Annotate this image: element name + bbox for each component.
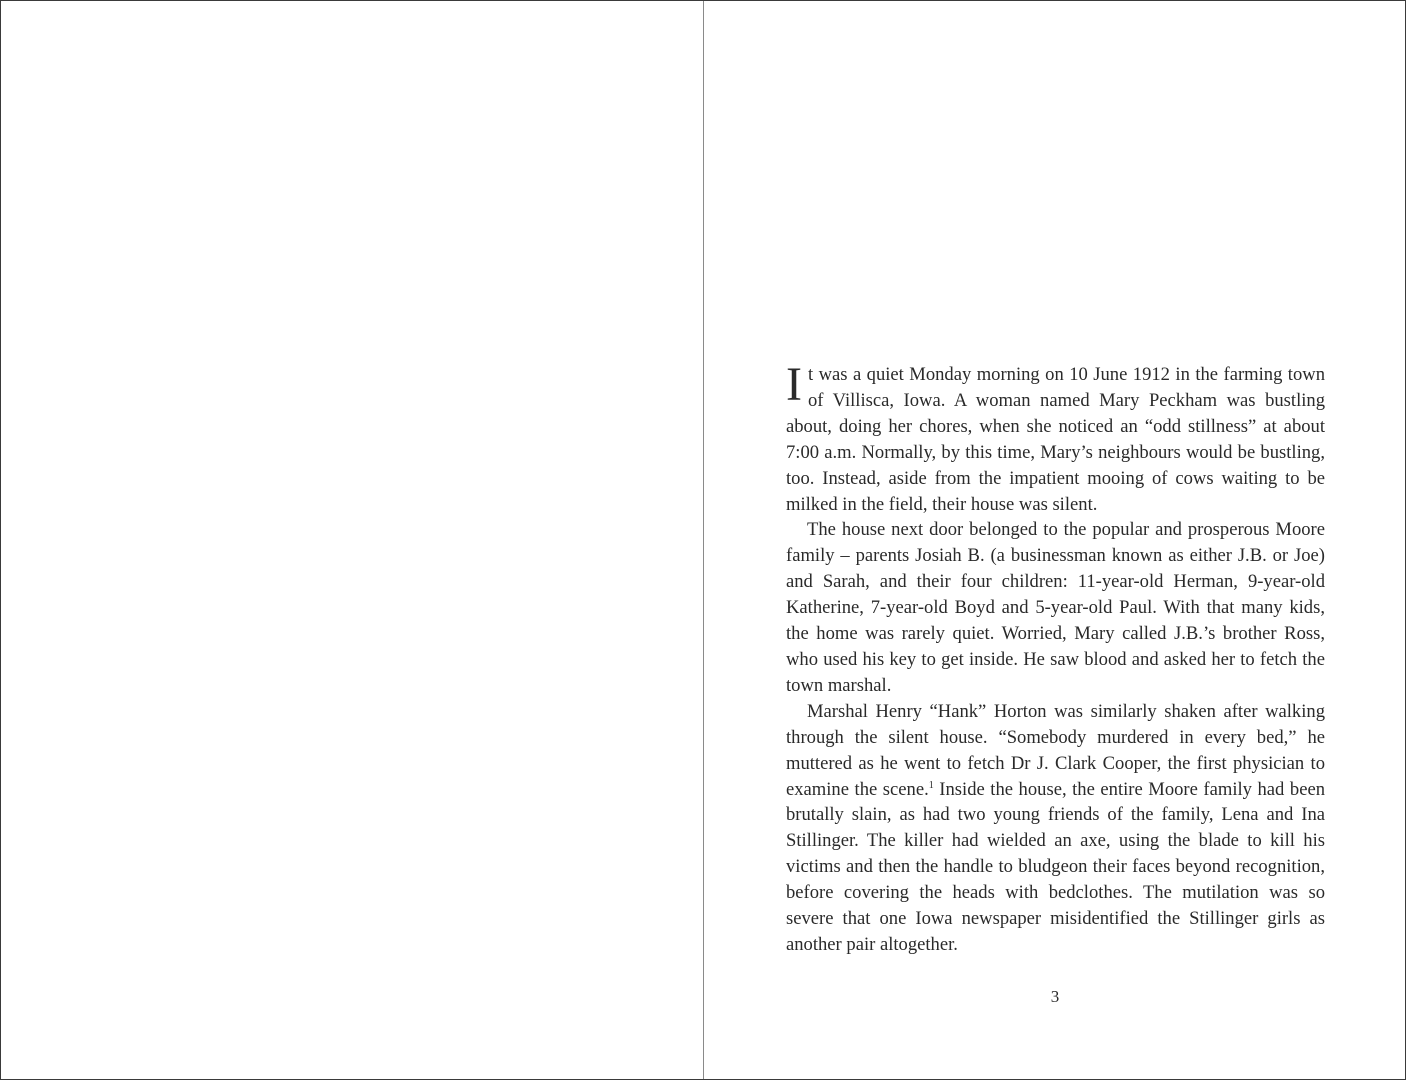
drop-cap: I (786, 358, 802, 411)
paragraph-1 (786, 358, 1325, 517)
left-page-blank (1, 1, 703, 1079)
paragraph-3-text-b: Inside the house, the entire Moore family had been brutally slain, as had two young friends of the family, Lena and Ina Stillinger. The killer had wielded an axe, using the blade to kill his victims and then the handle to bludgeon their faces beyond recognition, before covering the heads with bedclothes. The mutilation was so severe that one Iowa newspaper misidentified the Stillinger girls as another pair altogether. (786, 778, 1325, 955)
paragraph-3-text-a: Marshal Henry “Hank” Horton was similarly shaken after walking through the silent house. “Somebody murdered in every bed,” he muttered as he went to fetch Dr J. Clark Cooper, the first physician to examine the scene. (786, 700, 1325, 800)
paragraph-2: The house next door belonged to the popular and prosperous Moore family – parents Josiah B. (a businessman known as either J.B. or Joe) and Sarah, and their four children: 11-year-old Herman, 9-year-old Katherine, 7-year-old Boyd and 5-year-old Paul. With that many kids, the home was rarely quiet. Worried, Mary called J.B.’s brother Ross, who used his key to get inside. He saw blood and asked her to fetch the town marshal. (786, 519, 1325, 696)
body-text (786, 358, 1325, 958)
paragraph-3 (786, 699, 1325, 958)
paragraph-1-text: t was a quiet Monday morning on 10 June 1912 in the farming town of Villisca, Iowa. A woman named Mary Peckham was bustling about, doing her chores, when she noticed an “odd stillness” at about 7:00 a.m. Normally, by this time, Mary’s neighbours would be bustling, too. Instead, aside from the impatient mooing of cows waiting to be milked in the field, their house was silent. (786, 364, 1325, 515)
right-page (704, 1, 1405, 1079)
footnote-marker[interactable]: 1 (928, 779, 934, 791)
page-number: 3 (1050, 987, 1060, 1006)
